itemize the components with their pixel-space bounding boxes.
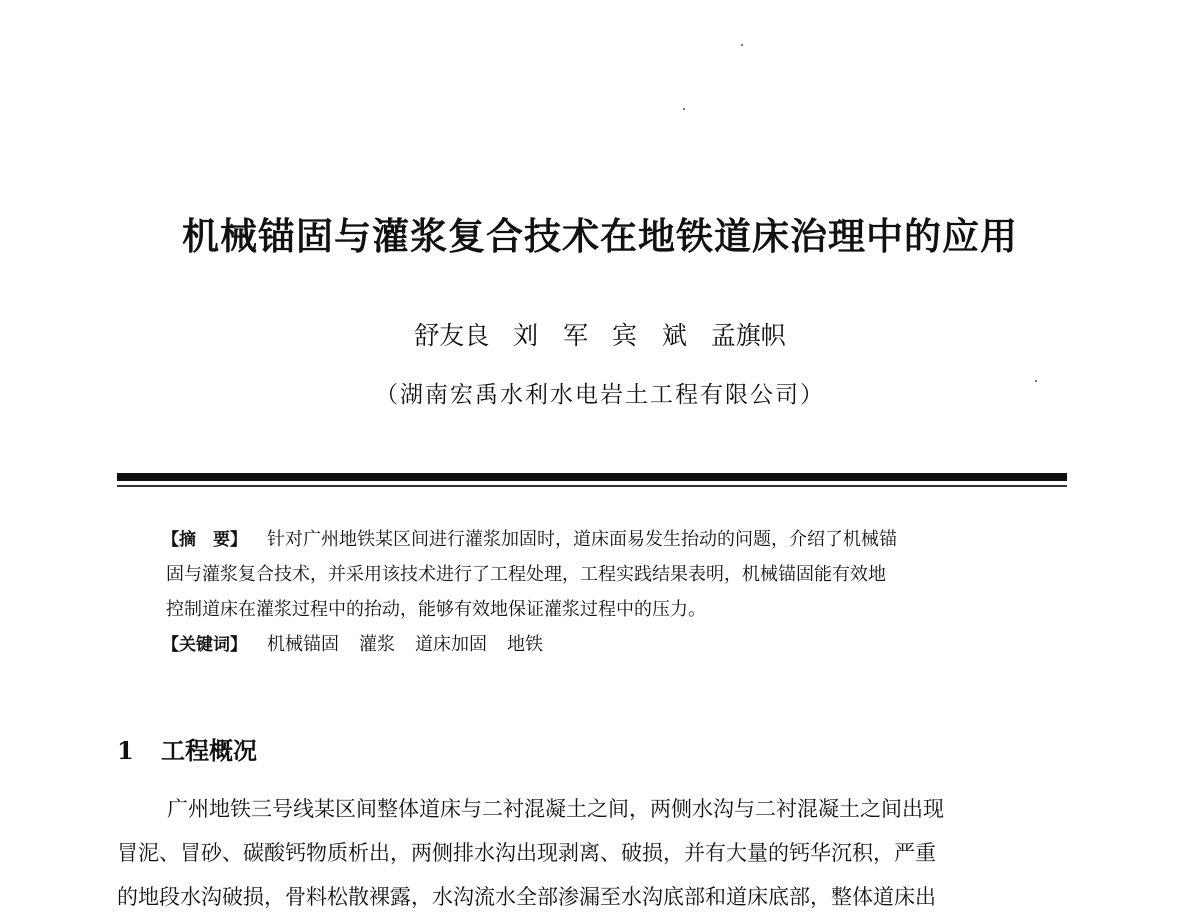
header-rule-thick (117, 473, 1067, 481)
abstract-text: 控制道床在灌浆过程中的抬动，能够有效地保证灌浆过程中的压力。 (166, 599, 706, 620)
scan-speck (683, 108, 685, 110)
header-rule-thin (117, 485, 1067, 487)
author-name: 宾 斌 (611, 321, 687, 350)
body-line: 的地段水沟破损，骨料松散裸露，水沟流水全部渗漏至水沟底部和道床底部，整体道床出 (117, 885, 936, 909)
abstract-tag: 【摘 要】 (162, 530, 247, 550)
abstract-line (162, 522, 1042, 557)
abstract-text: 固与灌浆复合技术，并采用该技术进行了工程处理，工程实践结果表明，机械锚固能有效地 (166, 564, 886, 585)
keyword: 机械锚固 (267, 634, 339, 655)
keywords-line (162, 627, 1042, 662)
section-title: 工程概况 (161, 736, 257, 765)
author-name: 舒友良 (414, 321, 490, 350)
author-list (0, 318, 1200, 354)
abstract-line (162, 592, 1042, 627)
abstract-line (162, 557, 1042, 592)
abstract-text: 针对广州地铁某区间进行灌浆加固时，道床面易发生抬动的问题，介绍了机械锚 (267, 529, 897, 550)
author-name: 孟旗帜 (710, 321, 786, 350)
body-line: 冒泥、冒砂、碳酸钙物质析出，两侧排水沟出现剥离、破损，并有大量的钙华沉积，严重 (117, 841, 936, 865)
keyword: 灌浆 (359, 634, 395, 655)
section-number: 1 (117, 736, 134, 765)
body-line: 广州地铁三号线某区间整体道床与二衬混凝土之间，两侧水沟与二衬混凝土之间出现 (167, 797, 944, 821)
keyword: 地铁 (507, 634, 543, 655)
keywords-tag: 【关键词】 (162, 635, 247, 655)
abstract-block (162, 522, 1042, 662)
affiliation: （湖南宏禹水利水电岩土工程有限公司） (375, 382, 825, 408)
paper-title: 机械锚固与灌浆复合技术在地铁道床治理中的应用 (182, 215, 1018, 258)
scan-speck (741, 44, 743, 46)
section-body (117, 787, 1077, 919)
section-heading (117, 733, 257, 769)
keyword: 道床加固 (415, 634, 487, 655)
author-name: 刘 军 (513, 321, 589, 350)
